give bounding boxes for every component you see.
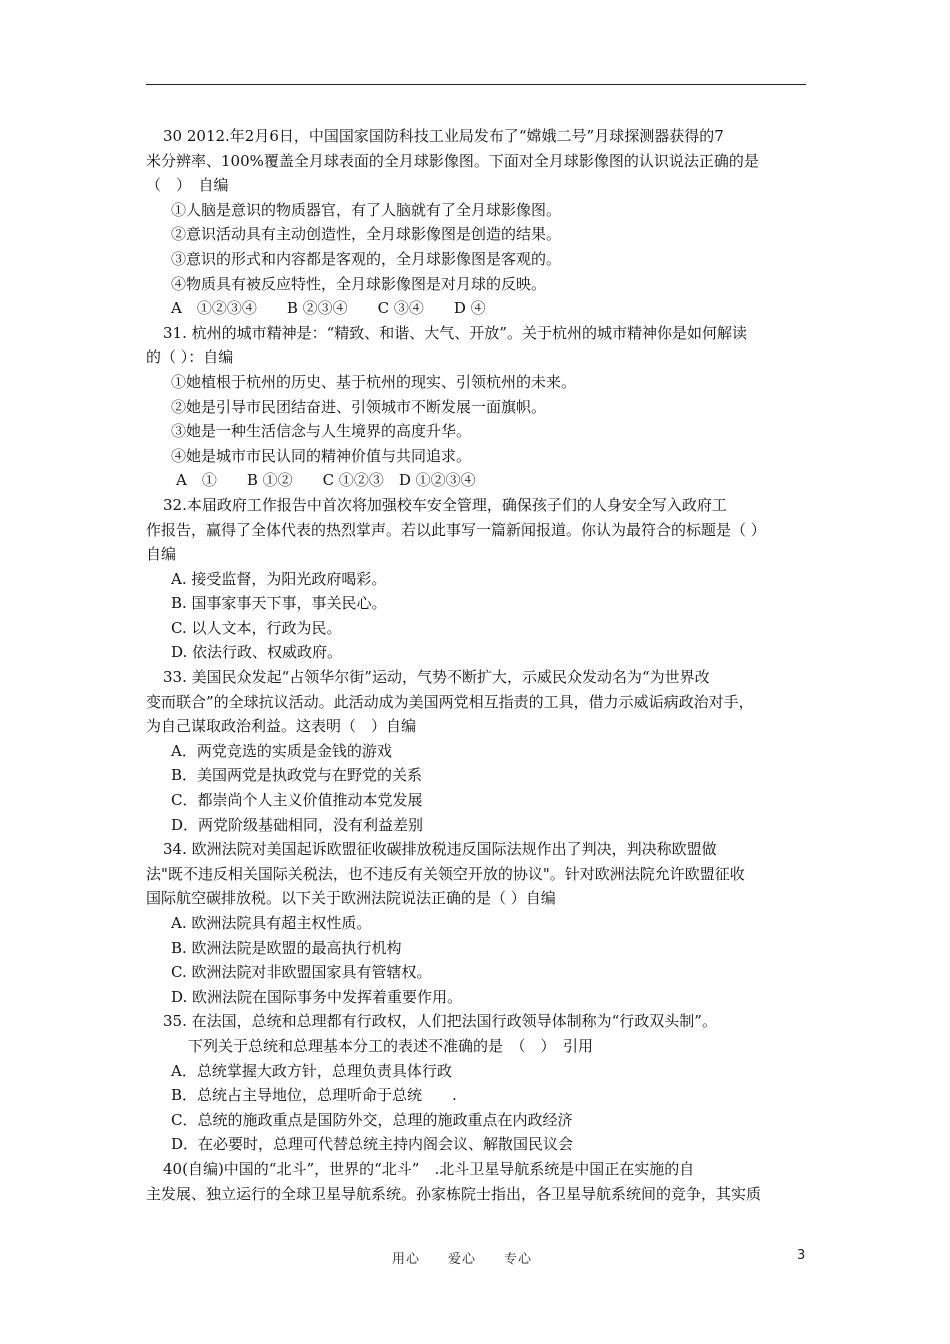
question-stem-line: 作报告，赢得了全体代表的热烈掌声。若以此事写一篇新闻报道。你认为最符合的标题是（ ） xyxy=(146,520,766,539)
question-stem-line: 国际航空碳排放税。以下关于欧洲法院说法正确的是（ ）自编 xyxy=(146,889,556,908)
option-item: B．美国两党是执政党与在野党的关系 xyxy=(171,766,423,785)
header-rule xyxy=(146,84,806,85)
document-body xyxy=(146,124,810,1206)
question-stem-line: 下列关于总统和总理基本分工的表述不准确的是 （ ） 引用 xyxy=(188,1036,594,1055)
option-item: A．两党竞选的实质是金钱的游戏 xyxy=(171,741,392,760)
question-stem-line: 30 2012.年2月6日，中国国家国防科技工业局发布了“嫦娥二号”月球探测器获得的7 xyxy=(163,127,724,145)
footer-text: 用心 爱心 专心 xyxy=(392,1252,533,1267)
option-item: ①她植根于杭州的历史、基于杭州的现实、引领杭州的未来。 xyxy=(171,372,577,391)
question-stem-line: 法"既不违反相关国际关税法，也不违反有关领空开放的协议"。针对欧洲法院允许欧盟征收 xyxy=(146,864,745,883)
page-number: 3 xyxy=(797,1248,806,1263)
question-31 xyxy=(146,321,810,493)
answer-choices: A ①②③④ B ②③④ C ③④ D ④ xyxy=(171,299,486,318)
question-33 xyxy=(146,665,810,837)
question-stem-line: 35. 在法国，总统和总理都有行政权，人们把法国行政领导体制称为“行政双头制”。 xyxy=(163,1012,717,1031)
option-item: B. 国事家事天下事，事关民心。 xyxy=(171,594,387,613)
option-item: ③意识的形式和内容都是客观的，全月球影像图是客观的。 xyxy=(171,249,562,268)
question-stem-line: 34. 欧洲法院对美国起诉欧盟征收碳排放税违反国际法规作出了判决，判决称欧盟做 xyxy=(163,840,717,859)
option-item: A．总统掌握大政方针，总理负责具体行政 xyxy=(171,1061,452,1080)
option-item: ④物质具有被反应特性，全月球影像图是对月球的反映。 xyxy=(171,274,547,293)
answer-choices: A ① B ①② C ①②③ D ①②③④ xyxy=(176,471,476,490)
option-item: D．在必要时，总理可代替总统主持内阁会议、解散国民议会 xyxy=(171,1135,574,1154)
option-item: ③她是一种生活信念与人生境界的高度升华。 xyxy=(171,422,472,441)
option-item: C. 欧洲法院对非欧盟国家具有管辖权。 xyxy=(171,963,432,982)
question-stem-line: 自编 xyxy=(146,545,177,564)
option-item: C．总统的施政重点是国防外交，总理的施政重点在内政经济 xyxy=(171,1110,573,1129)
question-stem-line: 为自己谋取政治利益。这表明（ ）自编 xyxy=(146,717,417,736)
question-stem-line: 33. 美国民众发起“占领华尔街”运动，气势不断扩大，示威民众发动名为“为世界改 xyxy=(163,668,710,687)
question-stem-line: 32.本届政府工作报告中首次将加强校车安全管理，确保孩子们的人身安全写入政府工 xyxy=(163,495,727,514)
option-item: A. 接受监督，为阳光政府喝彩。 xyxy=(171,569,387,588)
question-stem-line: 变而联合”的全球抗议活动。此活动成为美国两党相互指责的工具，借力示威诟病政治对手， xyxy=(146,692,754,711)
option-item: D. 欧洲法院在国际事务中发挥着重要作用。 xyxy=(171,987,463,1006)
question-30 xyxy=(146,124,810,321)
option-item: B. 欧洲法院是欧盟的最高执行机构 xyxy=(171,938,402,957)
option-item: ④她是城市市民认同的精神价值与共同追求。 xyxy=(171,446,472,465)
option-item: B．总统占主导地位，总理听命于总统 . xyxy=(171,1086,457,1105)
question-32 xyxy=(146,493,810,665)
question-35 xyxy=(146,1009,810,1157)
question-stem-line: 40(自编)中国的“北斗”，世界的“北斗” .北斗卫星导航系统是中国正在实施的自 xyxy=(163,1159,695,1178)
option-item: ①人脑是意识的物质器官，有了人脑就有了全月球影像图。 xyxy=(171,200,562,219)
question-stem-line: （ ） 自编 xyxy=(146,176,229,195)
question-stem-line: 31. 杭州的城市精神是：“精致、和谐、大气、开放”。关于杭州的城市精神你是如何解读 xyxy=(163,323,747,342)
option-item: ②意识活动具有主动创造性，全月球影像图是创造的结果。 xyxy=(171,225,562,244)
question-40 xyxy=(146,1157,810,1206)
option-item: D．两党阶级基础相同，没有利益差别 xyxy=(171,815,424,834)
question-34 xyxy=(146,837,810,1009)
option-item: C．都崇尚个人主义价值推动本党发展 xyxy=(171,791,423,810)
question-stem-line: 主发展、独立运行的全球卫星导航系统。孙家栋院士指出，各卫星导航系统间的竞争，其实质 xyxy=(146,1184,762,1203)
option-item: A. 欧洲法院具有超主权性质。 xyxy=(171,914,372,932)
option-item: C. 以人文本，行政为民。 xyxy=(171,618,342,637)
question-stem-line: 米分辨率、100%覆盖全月球表面的全月球影像图。下面对全月球影像图的认识说法正确的是 xyxy=(146,151,759,170)
question-stem-line: 的（ ）：自编 xyxy=(146,348,234,367)
option-item: ②她是引导市民团结奋进、引领城市不断发展一面旗帜。 xyxy=(171,397,547,416)
option-item: D. 依法行政、权威政府。 xyxy=(171,643,343,662)
